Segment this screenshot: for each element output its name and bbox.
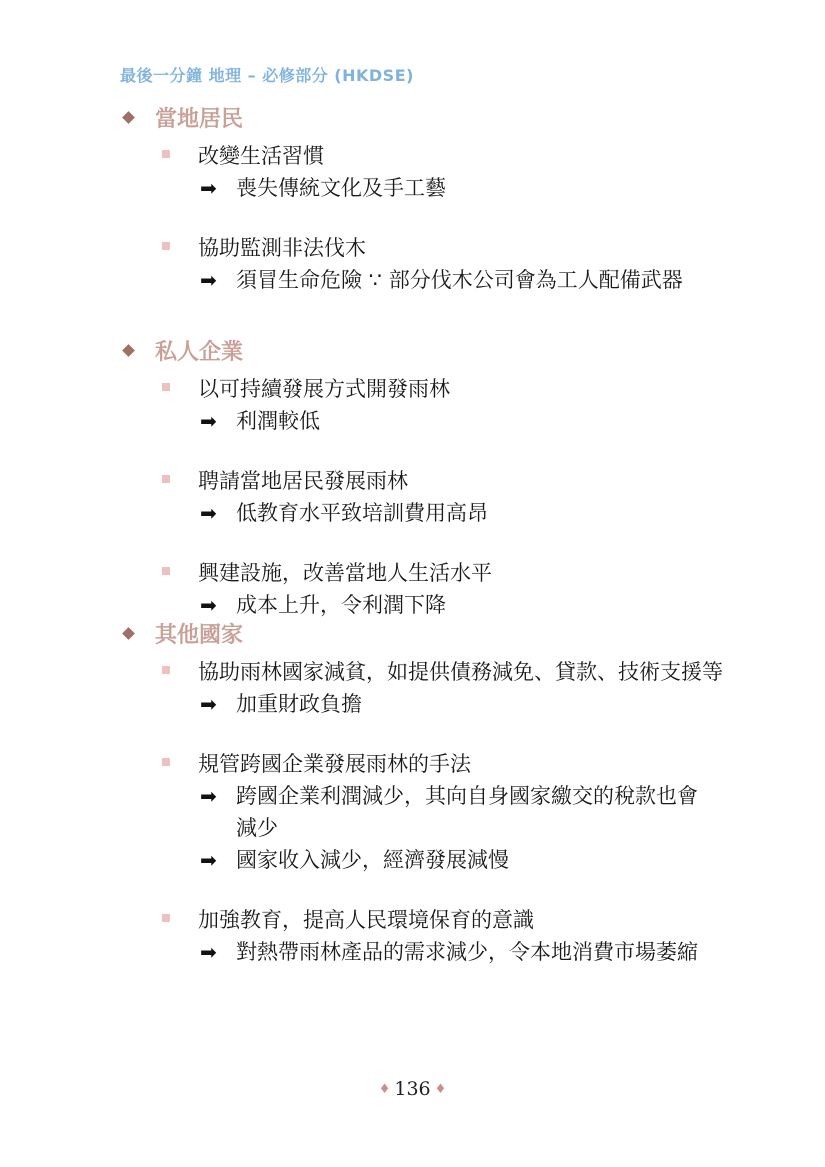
page-footer xyxy=(0,1078,825,1100)
arrow-right-icon: ➡ xyxy=(200,268,217,292)
square-bullet-icon xyxy=(162,758,170,766)
section-local-residents xyxy=(120,102,758,296)
arrow-right-icon: ➡ xyxy=(200,940,217,964)
sub-item-text: 成本上升，令利潤下降 xyxy=(236,593,446,617)
list-item xyxy=(162,373,758,437)
square-bullet-icon xyxy=(162,666,170,674)
section-title: 其他國家 xyxy=(155,622,244,648)
diamond-ornament-icon: ♦ xyxy=(434,1082,447,1097)
item-text: 以可持續發展方式開發雨林 xyxy=(198,377,450,401)
sub-item xyxy=(200,264,758,296)
square-bullet-icon xyxy=(162,383,170,391)
section-title: 當地居民 xyxy=(155,106,244,132)
sub-item xyxy=(200,688,758,720)
item-text: 加強教育，提高人民環境保育的意識 xyxy=(198,908,534,932)
sub-item-text: 利潤較低 xyxy=(236,409,320,433)
list-item xyxy=(162,140,758,204)
section-private-enterprises xyxy=(120,335,758,621)
diamond-bullet-icon xyxy=(122,344,135,357)
item-text: 協助監測非法伐木 xyxy=(198,236,366,260)
list-item xyxy=(162,465,758,529)
diamond-bullet-icon xyxy=(122,111,135,124)
sub-item-text: 加重財政負擔 xyxy=(236,692,362,716)
square-bullet-icon xyxy=(162,150,170,158)
arrow-right-icon: ➡ xyxy=(200,593,217,617)
running-header: 最後一分鐘 地理 – 必修部分 (HKDSE) xyxy=(120,66,414,85)
square-bullet-icon xyxy=(162,242,170,250)
sub-item xyxy=(200,405,758,437)
item-text: 興建設施，改善當地人生活水平 xyxy=(198,561,492,585)
arrow-right-icon: ➡ xyxy=(200,176,217,200)
section-heading xyxy=(120,618,758,648)
section-heading xyxy=(120,102,758,132)
sub-item-text: 跨國企業利潤減少，其向自身國家繳交的稅款也會減少 xyxy=(236,784,698,840)
item-text: 規管跨國企業發展雨林的手法 xyxy=(198,752,471,776)
square-bullet-icon xyxy=(162,914,170,922)
item-text: 改變生活習慣 xyxy=(198,144,324,168)
sub-item xyxy=(200,780,758,844)
item-text: 聘請當地居民發展雨林 xyxy=(198,469,408,493)
sub-item xyxy=(200,589,758,621)
square-bullet-icon xyxy=(162,567,170,575)
arrow-right-icon: ➡ xyxy=(200,848,217,872)
sub-item-text: 國家收入減少，經濟發展減慢 xyxy=(236,848,509,872)
page-number: 136 xyxy=(394,1078,431,1100)
section-other-countries xyxy=(120,618,758,968)
sub-item-text: 須冒生命危險 ∵ 部分伐木公司會為工人配備武器 xyxy=(236,268,683,292)
list-item xyxy=(162,557,758,621)
sub-item xyxy=(200,497,758,529)
sub-item xyxy=(200,844,758,876)
arrow-right-icon: ➡ xyxy=(200,692,217,716)
sub-item-text: 喪失傳統文化及手工藝 xyxy=(236,176,446,200)
list-item xyxy=(162,748,758,876)
sub-item-text: 低教育水平致培訓費用高昂 xyxy=(236,501,488,525)
sub-item xyxy=(200,936,758,968)
arrow-right-icon: ➡ xyxy=(200,409,217,433)
sub-item-text: 對熱帶雨林產品的需求減少，令本地消費市場萎縮 xyxy=(236,940,698,964)
square-bullet-icon xyxy=(162,475,170,483)
section-title: 私人企業 xyxy=(155,339,244,365)
diamond-bullet-icon xyxy=(122,627,135,640)
arrow-right-icon: ➡ xyxy=(200,784,217,808)
section-heading xyxy=(120,335,758,365)
diamond-ornament-icon: ♦ xyxy=(378,1082,391,1097)
list-item xyxy=(162,904,758,968)
list-item xyxy=(162,232,758,296)
list-item xyxy=(162,656,758,720)
sub-item xyxy=(200,172,758,204)
item-text: 協助雨林國家減貧，如提供債務減免、貸款、技術支援等 xyxy=(198,660,723,684)
arrow-right-icon: ➡ xyxy=(200,501,217,525)
